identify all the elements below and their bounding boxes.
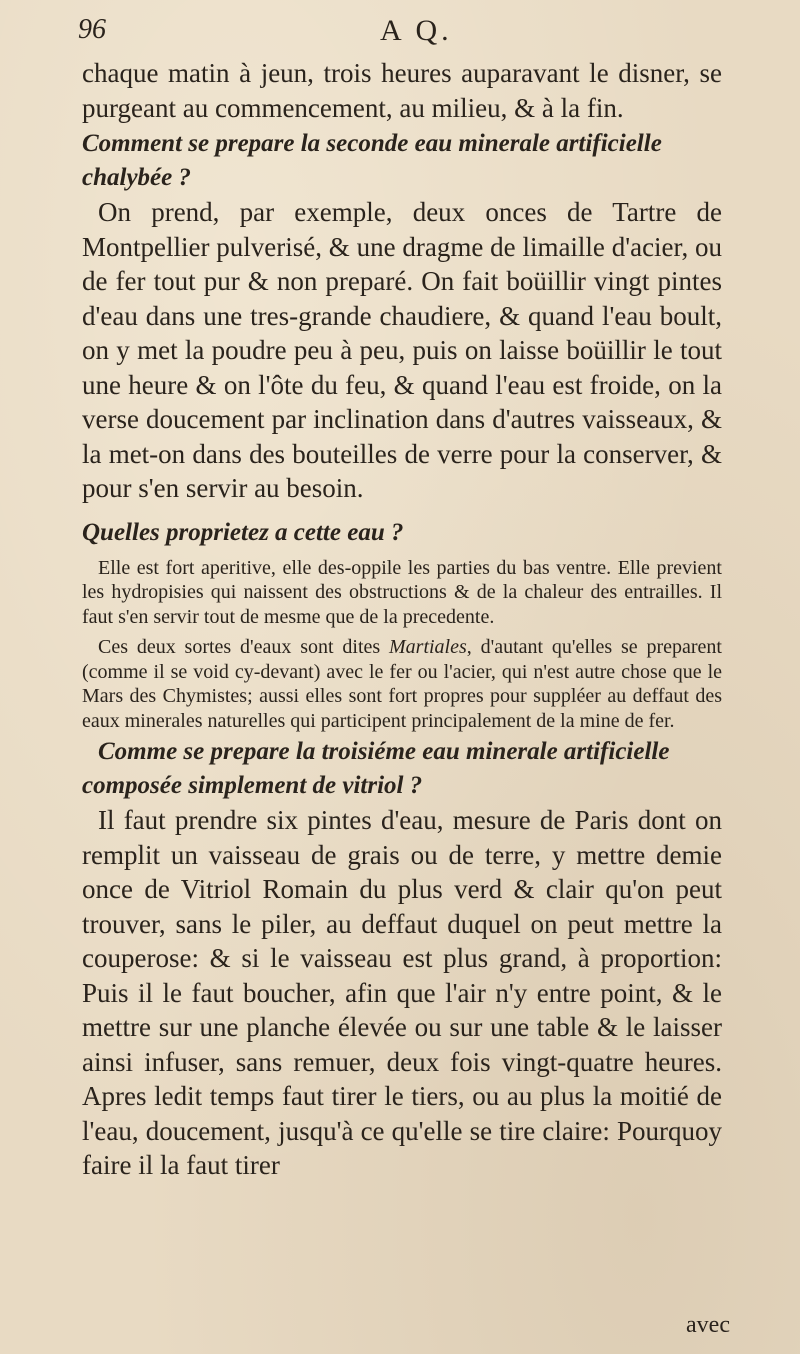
paragraph-properties: Elle est fort aperitive, elle des-oppile les parties du bas ventre. Elle previent les hydropisies qui naissent des obstructions & de la chaleur des entrailles. Il faut s'en servir tout de mesme que de la precedente. (82, 556, 722, 628)
martiales-term: Martiales (389, 636, 467, 658)
paragraph-martiales (82, 635, 722, 733)
paragraph-vitriol: Il faut prendre six pintes d'eau, mesure de Paris dont on remplit un vaisseau de grais ou de terre, y mettre demie once de Vitriol Romain du plus verd & clair qu'on peut trouver, sans le piler, au deffaut duquel on peut mettre la couperose: & si le vaisseau est plus grand, à proportion: Puis il le faut boucher, afin que l'air n'y entre point, & le mettre sur une planche élevée ou sur une table & le laisser ainsi infuser, sans remuer, deux fois vingt-quatre heures. Apres ledit temps faut tirer le tiers, ou au plus la moitié de l'eau, doucement, jusqu'à ce qu'elle se tire claire: Pourquoy faire il la faut tirer (82, 805, 722, 1180)
paragraph-preparation: On prend, par exemple, deux onces de Tartre de Montpellier pulverisé, & une dragme de limaille d'acier, ou de fer tout pur & non preparé. On fait boüillir vingt pintes d'eau dans une tres-grande chaudiere, & quand l'eau boult, on y met la poudre peu à peu, puis on laisse boüillir le tout une heure & on l'ôte du feu, & quand l'eau est froide, on la verse doucement par inclination dans d'autres vaisseaux, & la met-on dans des bouteilles de verre pour la conserver, & pour s'en servir au besoin. (82, 197, 722, 503)
catchword: avec (686, 1312, 730, 1338)
question-heading-second-water: Comment se prepare la seconde eau minerale artificielle chalybée ? (82, 130, 662, 191)
question-heading-third-water: Comme se prepare la troisiéme eau minerale artificielle composée simplement de vitriol ? (82, 738, 670, 799)
page-number: 96 (78, 14, 106, 45)
text-block (82, 56, 722, 1183)
paragraph-continuation: chaque matin à jeun, trois heures auparavant le disner, se purgeant au commencement, au milieu, & à la fin. (82, 58, 722, 123)
page-header (78, 14, 718, 54)
martiales-rest: , d'autant qu'elles se preparent (comme il se void cy-devant) avec le fer ou l'acier, qui n'est autre chose que le Mars des Chymistes; aussi elles sont fort propres pour suppléer au deffaut des eaux minerales naturelles qui participent principalement de la mine de fer. (82, 636, 722, 732)
question-heading-properties: Quelles proprietez a cette eau ? (82, 518, 404, 546)
martiales-lead: Ces deux sortes d'eaux sont dites (98, 636, 389, 658)
running-head: A Q. (380, 14, 453, 47)
